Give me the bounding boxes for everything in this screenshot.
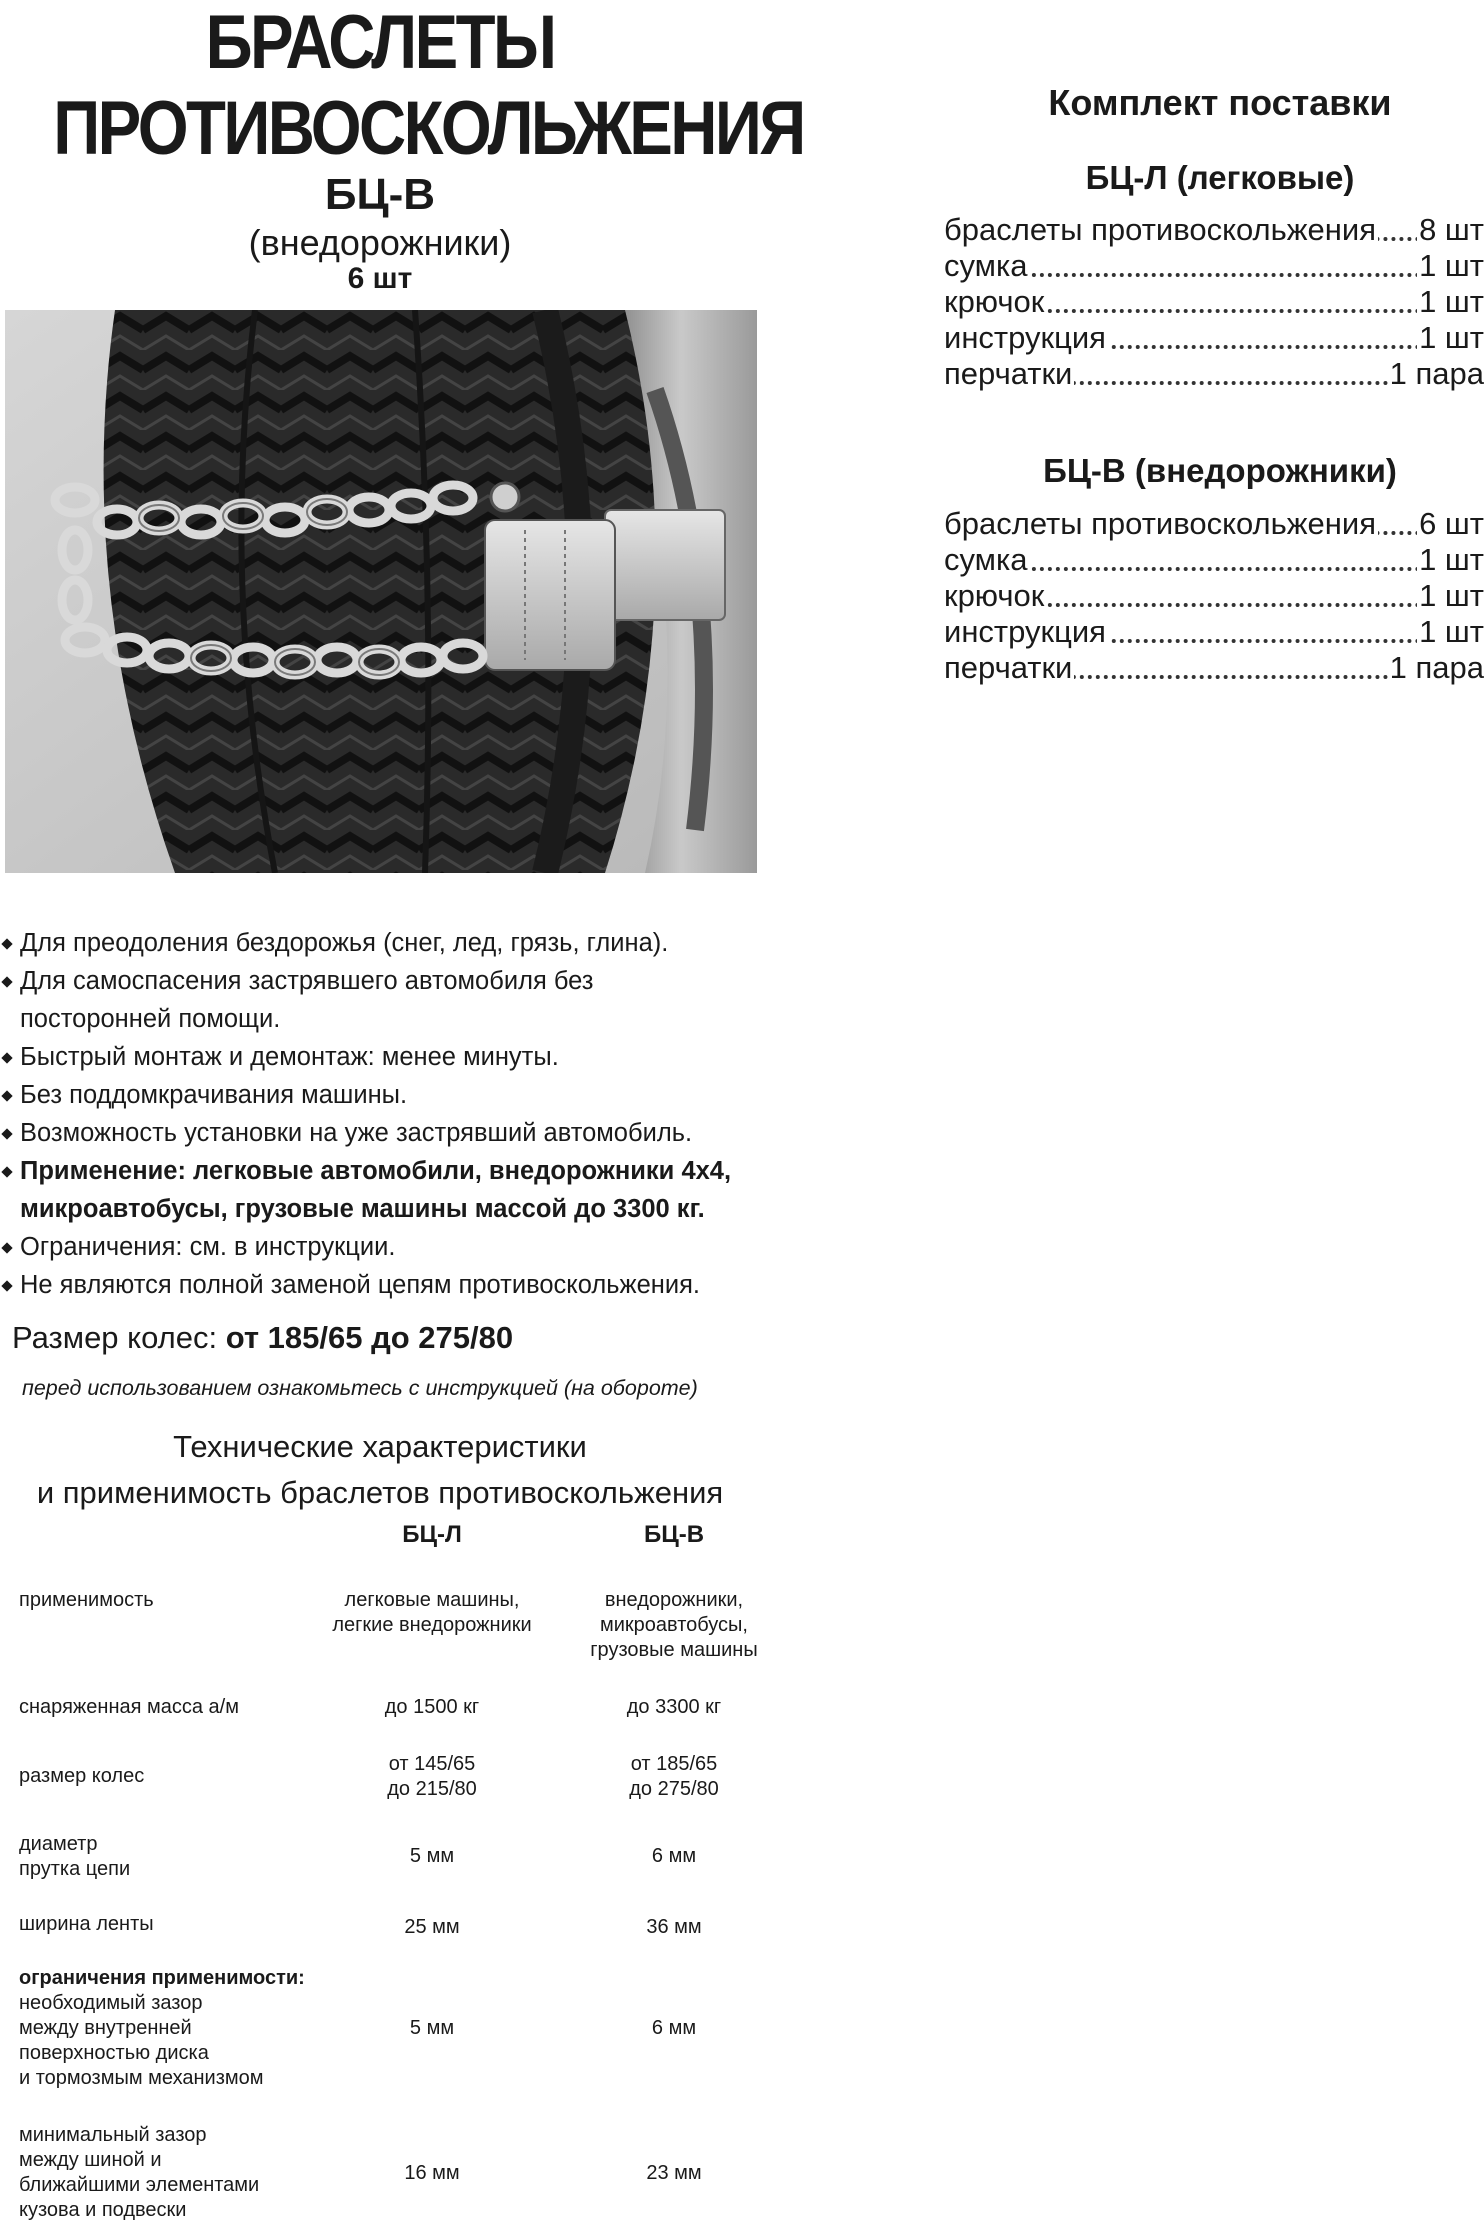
spec-value-bcv: внедорожники, микроавтобусы, грузовые машины <box>590 1589 758 1661</box>
spec-value-bcv: 36 мм <box>646 1916 702 1938</box>
spec-value-bcv: 6 мм <box>651 1845 697 1867</box>
wheel-size-value: от 185/65 до 275/80 <box>225 1320 514 1355</box>
model-quantity: 6 шт <box>347 262 413 295</box>
kit-item: сумка 1 шт <box>944 248 1484 283</box>
kit-group-title-bcl: БЦ-Л (легковые) <box>1085 159 1355 196</box>
spec-value-bcl: 5 мм <box>409 1845 455 1867</box>
spec-label: применимость <box>19 1589 154 1611</box>
spec-value-bcl: от 145/65 до 215/80 <box>387 1753 477 1800</box>
column-header-bcv: БЦ-В <box>643 1521 705 1548</box>
kit-list-bcv <box>944 506 1484 686</box>
kit-item: перчатки 1 пара <box>944 356 1484 391</box>
kit-item: сумка 1 шт <box>944 542 1484 577</box>
feature-item-application: Применение: легковые автомобили, внедорожники 4x4, микроавтобусы, грузовые машины массой до 3300 кг. <box>0 1152 810 1228</box>
feature-item: Быстрый монтаж и демонтаж: менее минуты. <box>0 1038 820 1076</box>
feature-item: Не являются полной заменой цепям противоскольжения. <box>0 1266 820 1304</box>
kit-item: браслеты противоскольжения 6 шт <box>944 506 1484 541</box>
kit-item: инструкция 1 шт <box>944 320 1484 355</box>
model-title: БЦ-В <box>324 170 436 219</box>
spec-value-bcv: от 185/65 до 275/80 <box>629 1753 719 1800</box>
kit-item: инструкция 1 шт <box>944 614 1484 649</box>
spec-label-text: необходимый зазор между внутренней поверхностью диска и тормозмым механизмом <box>19 1992 264 2089</box>
feature-item: Для преодоления бездорожья (снег, лед, грязь, глина). <box>0 924 820 962</box>
model-type: (внедорожники) <box>248 222 512 263</box>
feature-item: Без поддомкрачивания машины. <box>0 1076 820 1114</box>
specs-title <box>0 1424 760 1516</box>
column-header-bcl: БЦ-Л <box>402 1521 462 1548</box>
kit-list-bcl <box>944 212 1484 392</box>
main-title <box>53 0 804 172</box>
spec-value-bcl: легковые машины, легкие внедорожники <box>332 1589 532 1636</box>
spec-value-bcv: 23 мм <box>646 2162 702 2184</box>
spec-label <box>19 1966 319 2091</box>
spec-value-bcv: 6 мм <box>651 2017 697 2039</box>
wheel-size-label: Размер колес: <box>12 1320 226 1355</box>
feature-item: Для самоспасения застрявшего автомобиля без посторонней помощи. <box>0 962 670 1038</box>
product-photo <box>5 310 757 873</box>
kit-group-title-bcv: БЦ-В (внедорожники) <box>1043 452 1397 489</box>
spec-value-bcv: до 3300 кг <box>626 1696 722 1718</box>
feature-item: Ограничения: см. в инструкции. <box>0 1228 820 1266</box>
kit-item: крючок 1 шт <box>944 578 1484 613</box>
spec-label: минимальный зазор между шиной и ближайшими элементами кузова и подвески <box>19 2124 260 2221</box>
spec-value-bcl: до 1500 кг <box>384 1696 480 1718</box>
spec-label: диаметр прутка цепи <box>19 1833 131 1880</box>
spec-label: ширина ленты <box>19 1913 154 1935</box>
main-title-line2: ПРОТИВОСКОЛЬЖЕНИЯ <box>53 86 804 171</box>
spec-value-bcl: 25 мм <box>404 1916 460 1938</box>
spec-value-bcl: 16 мм <box>404 2162 460 2184</box>
instruction-note: перед использованием ознакомьтесь с инструкцией (на обороте) <box>22 1376 698 1400</box>
main-title-line1: БРАСЛЕТЫ <box>205 0 555 85</box>
spec-label: снаряженная масса а/м <box>19 1696 239 1718</box>
feature-list <box>0 924 820 1304</box>
kit-item: браслеты противоскольжения 8 шт <box>944 212 1484 247</box>
kit-item: крючок 1 шт <box>944 284 1484 319</box>
feature-item: Возможность установки на уже застрявший автомобиль. <box>0 1114 820 1152</box>
specs-title-line2: и применимость браслетов противоскольжения <box>36 1475 724 1510</box>
spec-label: размер колес <box>19 1765 145 1787</box>
spec-value-bcl: 5 мм <box>409 2017 455 2039</box>
kit-item: перчатки 1 пара <box>944 650 1484 685</box>
spec-label-heading: ограничения применимости: <box>19 1967 305 1989</box>
specs-title-line1: Технические характеристики <box>173 1429 587 1464</box>
kit-heading: Комплект поставки <box>1048 82 1392 123</box>
wheel-size <box>12 1318 513 1358</box>
